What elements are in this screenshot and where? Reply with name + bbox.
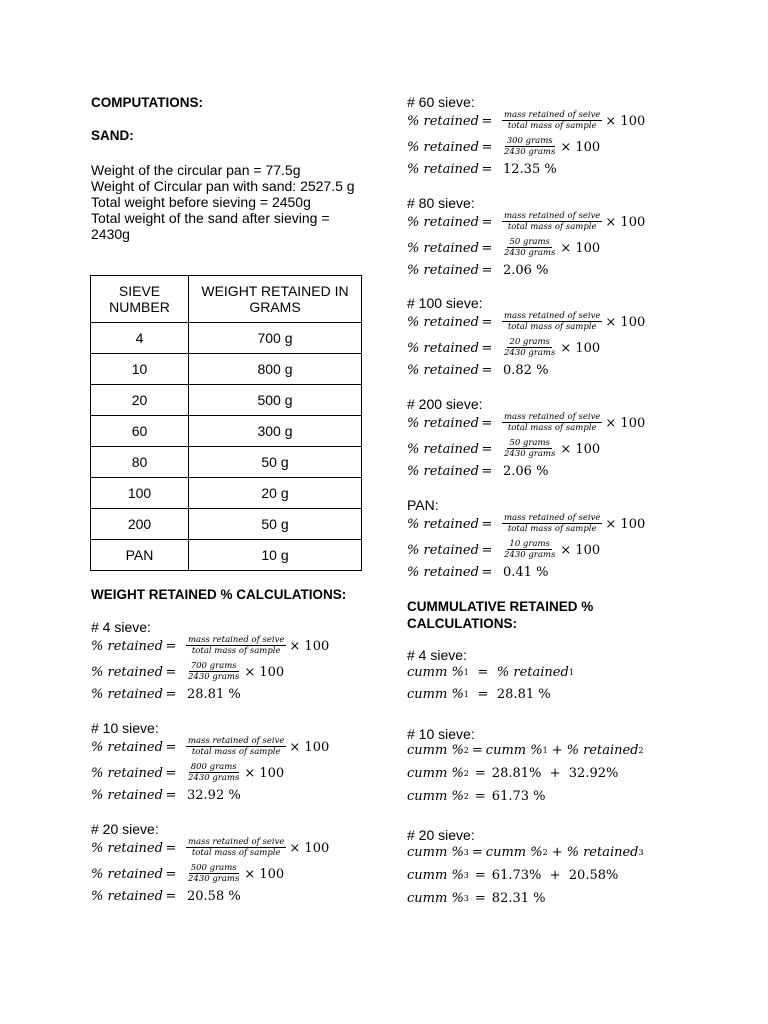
fraction-numerator: mass retained of seive — [188, 837, 285, 847]
lhs-text: % retained — [407, 240, 479, 256]
cumm-lhs: cumm % — [407, 867, 464, 883]
cumm-value: 61.73% + 20.58% — [491, 867, 619, 883]
weight-cell: 500 g — [189, 385, 362, 416]
equals-sign: = — [481, 113, 493, 129]
sieve-label: # 20 sieve: — [91, 821, 159, 837]
cumm-value: 61.73 % — [491, 788, 546, 804]
cumm-sub: 1 — [542, 745, 548, 755]
table-row — [91, 478, 362, 509]
substitution-line — [91, 761, 284, 785]
equals-sign: = — [481, 161, 493, 177]
fraction-denominator: total mass of sample — [507, 423, 597, 433]
table-row — [91, 540, 362, 571]
multiplier: × 100 — [244, 765, 285, 781]
fraction — [502, 110, 602, 132]
equals-sign: = — [165, 765, 177, 781]
info-line: 2430g — [91, 226, 130, 242]
equals-sign: = — [165, 787, 177, 803]
equals-sign: = — [165, 638, 177, 654]
equals-sign: = — [481, 314, 493, 330]
lhs-text: % retained — [407, 542, 479, 558]
cumm-equation — [407, 840, 644, 864]
fraction — [502, 211, 602, 233]
equals-sign: = — [481, 362, 493, 378]
plus-sign: + — [551, 844, 563, 860]
fraction-denominator: total mass of sample — [191, 646, 281, 656]
cumm-sub: 3 — [463, 847, 469, 857]
formula-line — [91, 634, 329, 658]
result-value: 0.41 % — [503, 564, 549, 580]
fraction-denominator: 2430 grams — [504, 550, 556, 560]
cumm-equation — [407, 784, 546, 808]
sieve-cell: 20 — [91, 385, 189, 416]
multiplier: × 100 — [244, 866, 285, 882]
lhs-text: % retained — [407, 415, 479, 431]
fraction-numerator: mass retained of seive — [504, 513, 601, 523]
lhs-text: % retained — [407, 161, 479, 177]
equals-sign: = — [477, 664, 489, 680]
fraction — [502, 337, 557, 359]
equals-sign: = — [165, 866, 177, 882]
cumm-sub: 2 — [463, 745, 469, 755]
fraction — [502, 412, 602, 434]
fraction — [502, 513, 602, 535]
fraction-numerator: mass retained of seive — [188, 736, 285, 746]
substitution-line — [407, 437, 600, 461]
formula-line — [407, 310, 645, 334]
cumulative-title-line: CALCULATIONS: — [407, 616, 517, 631]
fraction — [186, 635, 286, 657]
cumm-equation — [407, 761, 618, 785]
lhs-text: % retained — [407, 314, 479, 330]
fraction — [502, 438, 557, 460]
sieve-label: # 200 sieve: — [407, 396, 483, 412]
sand-label: SAND: — [91, 128, 134, 143]
fraction-denominator: 2430 grams — [504, 348, 556, 358]
formula-line — [91, 836, 329, 860]
substitution-line — [407, 135, 600, 159]
fraction-numerator: mass retained of seive — [504, 211, 601, 221]
cumm-sub: 2 — [638, 745, 644, 755]
multiplier: × 100 — [560, 139, 601, 155]
cumm-sub: 3 — [463, 893, 469, 903]
fraction-denominator: total mass of sample — [191, 747, 281, 757]
equals-sign: = — [481, 564, 493, 580]
lhs-text: % retained — [407, 362, 479, 378]
result-line — [407, 358, 548, 382]
fraction — [186, 661, 241, 683]
lhs-text: % retained — [91, 638, 163, 654]
cumm-rhs: cumm % — [485, 844, 543, 860]
fraction-denominator: total mass of sample — [507, 322, 597, 332]
fraction-denominator: 2430 grams — [504, 147, 556, 157]
sieve-cell: 200 — [91, 509, 189, 540]
lhs-text: % retained — [91, 888, 163, 904]
info-line: Weight of Circular pan with sand: 2527.5 g — [91, 178, 355, 194]
fraction-denominator: total mass of sample — [507, 121, 597, 131]
sieve-label: # 4 sieve: — [91, 619, 151, 635]
multiplier: × 100 — [560, 240, 601, 256]
sieve-label: PAN: — [407, 497, 439, 513]
equals-sign: = — [481, 415, 493, 431]
fraction-numerator: 500 grams — [190, 863, 237, 873]
fraction-denominator: 2430 grams — [504, 248, 556, 258]
cumulative-title — [407, 598, 593, 632]
lhs-text: % retained — [407, 340, 479, 356]
equals-sign: = — [481, 516, 493, 532]
plus-sign: + — [551, 742, 563, 758]
col-header-sieve: SIEVE NUMBER — [91, 276, 189, 323]
cumm-rhs: cumm % — [485, 742, 543, 758]
fraction-denominator: total mass of sample — [507, 222, 597, 232]
lhs-text: % retained — [407, 139, 479, 155]
equals-sign: = — [165, 888, 177, 904]
multiplier: × 100 — [605, 415, 646, 431]
fraction — [186, 762, 241, 784]
sieve-cell: 80 — [91, 447, 189, 478]
cumm-lhs: cumm % — [407, 742, 464, 758]
weight-cell: 50 g — [189, 509, 362, 540]
sample-info — [91, 162, 355, 242]
cumm-sub: 2 — [463, 791, 469, 801]
cumm-sub: 1 — [463, 689, 469, 699]
equals-sign: = — [481, 214, 493, 230]
formula-line — [407, 411, 645, 435]
substitution-line — [407, 336, 600, 360]
table-row — [91, 509, 362, 540]
multiplier: × 100 — [244, 664, 285, 680]
sieve-cell: 10 — [91, 354, 189, 385]
substitution-line — [91, 862, 284, 886]
equals-sign: = — [477, 686, 489, 702]
weight-cell: 300 g — [189, 416, 362, 447]
weight-cell: 700 g — [189, 323, 362, 354]
cumm-rhs: % retained — [566, 742, 639, 758]
multiplier: × 100 — [289, 638, 330, 654]
multiplier: × 100 — [605, 214, 646, 230]
fraction — [186, 837, 286, 859]
fraction-denominator: total mass of sample — [191, 848, 281, 858]
multiplier: × 100 — [605, 314, 646, 330]
sieve-cell: 100 — [91, 478, 189, 509]
substitution-line — [407, 538, 600, 562]
result-value: 12.35 % — [503, 161, 557, 177]
sieve-cell: PAN — [91, 540, 189, 571]
multiplier: × 100 — [289, 840, 330, 856]
fraction — [502, 136, 557, 158]
cumm-value: 28.81 % — [496, 686, 551, 702]
fraction-denominator: 2430 grams — [188, 773, 240, 783]
lhs-text: % retained — [91, 787, 163, 803]
cumm-lhs: cumm % — [407, 890, 464, 906]
sieve-cell: 4 — [91, 323, 189, 354]
cumm-equation — [407, 682, 551, 706]
table-row — [91, 354, 362, 385]
lhs-text: % retained — [91, 664, 163, 680]
equals-sign: = — [165, 840, 177, 856]
cumm-sub: 1 — [568, 667, 574, 677]
fraction-numerator: mass retained of seive — [504, 110, 601, 120]
fraction — [502, 539, 557, 561]
fraction-denominator: 2430 grams — [188, 672, 240, 682]
result-line — [407, 459, 548, 483]
equals-sign: = — [471, 844, 483, 860]
col-header-weight: WEIGHT RETAINED IN GRAMS — [189, 276, 362, 323]
equals-sign: = — [474, 867, 486, 883]
cumm-lhs: cumm % — [407, 788, 464, 804]
sieve-label: # 80 sieve: — [407, 195, 475, 211]
equals-sign: = — [481, 340, 493, 356]
lhs-text: % retained — [407, 441, 479, 457]
lhs-text: % retained — [407, 262, 479, 278]
result-line — [91, 783, 241, 807]
result-value: 2.06 % — [503, 262, 549, 278]
cumm-rhs: % retained — [496, 664, 569, 680]
lhs-text: % retained — [407, 564, 479, 580]
cumm-lhs: cumm % — [407, 765, 464, 781]
sieve-label: # 60 sieve: — [407, 94, 475, 110]
fraction-numerator: 20 grams — [509, 337, 550, 347]
fraction-numerator: 50 grams — [509, 237, 550, 247]
cumm-value: 28.81% + 32.92% — [491, 765, 619, 781]
formula-line — [407, 512, 645, 536]
weight-cell: 20 g — [189, 478, 362, 509]
result-line — [407, 560, 548, 584]
substitution-line — [407, 236, 600, 260]
cumm-lhs: cumm % — [407, 844, 464, 860]
equals-sign: = — [165, 664, 177, 680]
weight-cell: 50 g — [189, 447, 362, 478]
result-line — [91, 884, 241, 908]
fraction — [502, 311, 602, 333]
cumm-sub: 2 — [542, 847, 548, 857]
fraction-denominator: 2430 grams — [188, 874, 240, 884]
fraction-numerator: mass retained of seive — [504, 311, 601, 321]
cumm-equation — [407, 863, 618, 887]
weight-cell: 800 g — [189, 354, 362, 385]
fraction-numerator: 300 grams — [506, 136, 553, 146]
fraction-numerator: mass retained of seive — [504, 412, 601, 422]
info-line: Total weight of the sand after sieving = — [91, 210, 330, 226]
cumm-rhs: % retained — [566, 844, 639, 860]
cumm-label: # 20 sieve: — [407, 827, 475, 843]
equals-sign: = — [471, 742, 483, 758]
table-row — [91, 416, 362, 447]
cumm-equation — [407, 886, 546, 910]
result-value: 0.82 % — [503, 362, 549, 378]
fraction — [502, 237, 557, 259]
fraction-numerator: 800 grams — [190, 762, 237, 772]
equals-sign: = — [165, 739, 177, 755]
equals-sign: = — [165, 686, 177, 702]
cumm-label: # 10 sieve: — [407, 726, 475, 742]
sieve-table — [90, 275, 362, 571]
fraction-numerator: 700 grams — [190, 661, 237, 671]
lhs-text: % retained — [91, 686, 163, 702]
fraction-numerator: 10 grams — [509, 539, 550, 549]
cumm-label: # 4 sieve: — [407, 647, 467, 663]
result-line — [407, 258, 548, 282]
substitution-line — [91, 660, 284, 684]
weight-retained-title: WEIGHT RETAINED % CALCULATIONS: — [91, 587, 347, 602]
cumm-lhs: cumm % — [407, 664, 464, 680]
equals-sign: = — [481, 441, 493, 457]
lhs-text: % retained — [91, 866, 163, 882]
table-row — [91, 323, 362, 354]
cumm-sub: 3 — [638, 847, 644, 857]
info-line: Weight of the circular pan = 77.5g — [91, 162, 301, 178]
multiplier: × 100 — [605, 113, 646, 129]
fraction — [186, 863, 241, 885]
cumm-sub: 1 — [463, 667, 469, 677]
cumm-sub: 3 — [463, 870, 469, 880]
multiplier: × 100 — [560, 340, 601, 356]
lhs-text: % retained — [407, 463, 479, 479]
lhs-text: % retained — [91, 765, 163, 781]
fraction-denominator: 2430 grams — [504, 449, 556, 459]
result-value: 28.81 % — [187, 686, 241, 702]
equals-sign: = — [474, 788, 486, 804]
equals-sign: = — [481, 240, 493, 256]
equals-sign: = — [474, 765, 486, 781]
sieve-label: # 10 sieve: — [91, 720, 159, 736]
multiplier: × 100 — [560, 441, 601, 457]
equals-sign: = — [474, 890, 486, 906]
lhs-text: % retained — [407, 516, 479, 532]
result-line — [91, 682, 241, 706]
equals-sign: = — [481, 139, 493, 155]
formula-line — [407, 210, 645, 234]
fraction-numerator: 50 grams — [509, 438, 550, 448]
weight-cell: 10 g — [189, 540, 362, 571]
cumulative-title-line: CUMMULATIVE RETAINED % — [407, 599, 594, 614]
fraction — [186, 736, 286, 758]
cumm-value: 82.31 % — [491, 890, 546, 906]
sieve-table-wrap — [90, 275, 362, 571]
cumm-lhs: cumm % — [407, 686, 464, 702]
lhs-text: % retained — [407, 113, 479, 129]
lhs-text: % retained — [91, 739, 163, 755]
multiplier: × 100 — [560, 542, 601, 558]
fraction-numerator: mass retained of seive — [188, 635, 285, 645]
result-value: 32.92 % — [187, 787, 241, 803]
result-value: 2.06 % — [503, 463, 549, 479]
cumm-equation — [407, 738, 644, 762]
equals-sign: = — [481, 463, 493, 479]
page-title: COMPUTATIONS: — [91, 95, 203, 110]
result-line — [407, 157, 557, 181]
equals-sign: = — [481, 262, 493, 278]
cumm-sub: 2 — [463, 768, 469, 778]
formula-line — [407, 109, 645, 133]
result-value: 20.58 % — [187, 888, 241, 904]
sieve-label: # 100 sieve: — [407, 295, 483, 311]
lhs-text: % retained — [91, 840, 163, 856]
info-line: Total weight before sieving = 2450g — [91, 194, 311, 210]
table-row — [91, 385, 362, 416]
fraction-denominator: total mass of sample — [507, 524, 597, 534]
lhs-text: % retained — [407, 214, 479, 230]
equals-sign: = — [481, 542, 493, 558]
cumm-equation — [407, 660, 574, 684]
formula-line — [91, 735, 329, 759]
multiplier: × 100 — [289, 739, 330, 755]
multiplier: × 100 — [605, 516, 646, 532]
table-row — [91, 447, 362, 478]
sieve-cell: 60 — [91, 416, 189, 447]
